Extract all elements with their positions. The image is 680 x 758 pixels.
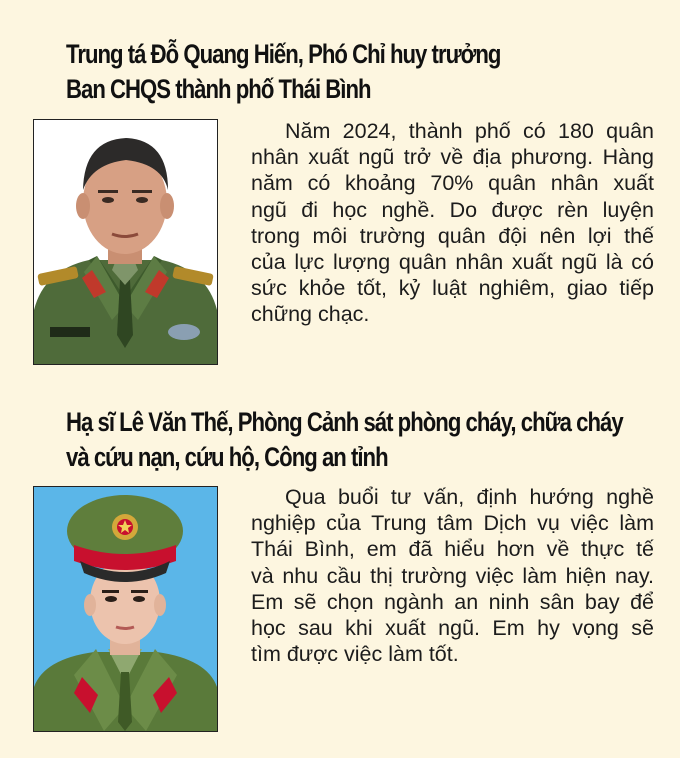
item-1-quote-line: ngũ đi học nghề. Do được rèn luyện xyxy=(251,197,654,222)
item-2-title-line-1: Hạ sĩ Lê Văn Thế, Phòng Cảnh sát phòng cháy, chữa cháy xyxy=(66,407,623,437)
item-1-quote xyxy=(251,118,654,328)
item-1-quote-line: năm có khoảng 70% quân nhân xuất xyxy=(251,171,654,196)
item-1-quote-line: nhân xuất ngũ trở về địa phương. Hàng xyxy=(251,145,654,170)
item-1-quote-line: trong môi trường quân đội nên lợi thế xyxy=(251,223,654,248)
item-2-quote-line: nghiệp của Trung tâm Dịch vụ việc làm xyxy=(251,511,654,536)
item-1-title-line-2: Ban CHQS thành phố Thái Bình xyxy=(66,74,371,104)
item-2-quote-line: Em sẽ chọn ngành an ninh sân bay để xyxy=(251,589,654,614)
item-2-quote-line: Thái Bình, em đã hiểu hơn về thực tế xyxy=(251,537,654,562)
item-2-quote-line: tìm được việc làm tốt. xyxy=(251,642,459,667)
item-1-title xyxy=(66,37,500,107)
item-1-quote-line: của lực lượng quân nhân xuất ngũ là có xyxy=(251,250,654,275)
item-2-quote-line: học sau khi xuất ngũ. Em hy vọng sẽ xyxy=(251,616,654,641)
police-corporal-portrait-image xyxy=(34,487,217,731)
item-1-quote-line: Năm 2024, thành phố có 180 quân xyxy=(285,119,654,143)
item-1-quote-line: sức khỏe tốt, kỷ luật nghiêm, giao tiếp xyxy=(251,276,654,301)
portrait-photo-police-corporal xyxy=(33,486,218,732)
item-2-title-line-2: và cứu nạn, cứu hộ, Công an tỉnh xyxy=(66,442,388,472)
portrait-photo-army-officer xyxy=(33,119,218,365)
army-officer-portrait-image xyxy=(34,120,217,364)
item-2-quote-line: và nhu cầu thị trường việc làm hiện nay. xyxy=(251,563,654,588)
item-1-title-line-1: Trung tá Đỗ Quang Hiến, Phó Chỉ huy trưởng xyxy=(66,39,501,69)
item-2-quote-line: Qua buổi tư vấn, định hướng nghề xyxy=(285,485,654,509)
item-2-title xyxy=(66,405,623,475)
item-2-quote xyxy=(251,484,654,667)
item-1-quote-line: chững chạc. xyxy=(251,302,370,327)
